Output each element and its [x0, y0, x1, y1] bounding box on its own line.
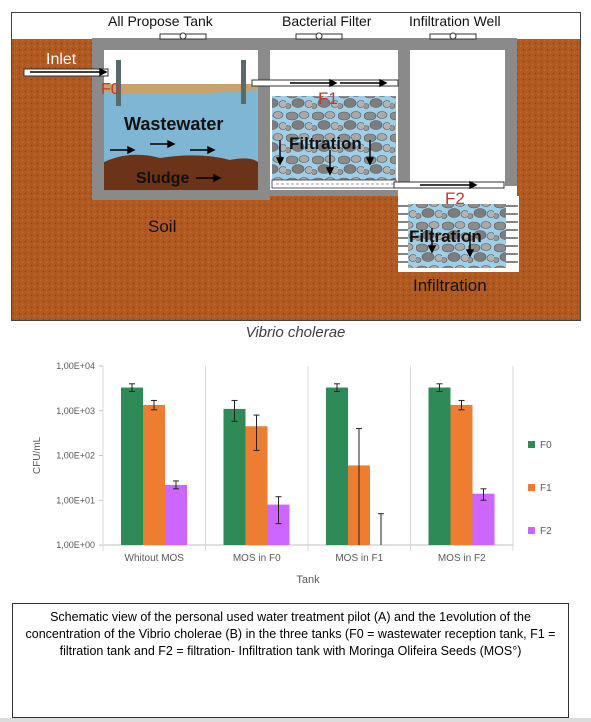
sludge-label: Sludge: [136, 170, 190, 187]
point-f2: F2: [445, 189, 465, 208]
legend-swatch-F1: [528, 484, 535, 491]
filtration-label-1: Filtration: [289, 134, 362, 153]
tank-label-1: All Propose Tank: [108, 13, 213, 29]
infiltration-label: Infiltration: [413, 276, 487, 295]
figure-caption-box: [12, 603, 569, 718]
figure-caption: Schematic view of the personal used water treatment pilot (A) and the 1evolution of the concentration of the Vibrio cholerae (B) in the three tanks (F0 = wastewater reception tank, F1 = filtration tank and F2 = filtration- Infiltration tank with Moringa Olifeira Seeds (MOS°): [25, 610, 556, 658]
wastewater-label: Wastewater: [124, 114, 224, 134]
bar-F2: [473, 494, 495, 545]
vibrio-bar-chart: [0, 343, 591, 593]
point-f1: F1: [318, 89, 338, 108]
bar-F1: [451, 405, 473, 545]
treatment-pilot-schematic: [0, 0, 591, 325]
soil-label: Soil: [148, 217, 177, 236]
bar-F0: [121, 388, 143, 545]
tank-roof: [92, 38, 516, 50]
point-f0: F0: [101, 81, 120, 98]
x-tick-label: Whitout MOS: [124, 553, 184, 564]
tank-label-2: Bacterial Filter: [282, 13, 372, 29]
y-tick-label: 1,00E+02: [56, 450, 95, 461]
chart-title: Vibrio cholerae: [245, 324, 346, 341]
x-axis-title: Tank: [296, 574, 320, 586]
legend-label: F1: [540, 483, 552, 494]
legend-label: F2: [540, 526, 552, 537]
y-tick-label: 1,00E+03: [56, 405, 95, 416]
y-tick-label: 1,00E+01: [56, 495, 95, 506]
bar-F1: [143, 405, 165, 545]
bar-F0: [429, 388, 451, 545]
y-axis-title: CFU/mL: [32, 436, 43, 475]
y-tick-label: 1,00E+00: [56, 540, 95, 550]
x-tick-label: MOS in F1: [335, 553, 384, 564]
bar-F2: [165, 485, 187, 545]
legend-label: F0: [540, 440, 552, 451]
y-tick-label: 1,00E+04: [56, 361, 95, 371]
legend-swatch-F2: [528, 527, 535, 534]
filtration-label-2: Filtration: [409, 227, 482, 246]
x-tick-label: MOS in F2: [437, 553, 486, 564]
bottom-strip: [0, 718, 591, 722]
bar-F0: [326, 388, 348, 545]
inlet-label: Inlet: [46, 51, 77, 68]
x-tick-label: MOS in F0: [232, 553, 281, 564]
tank-label-3: Infiltration Well: [409, 13, 501, 29]
bar-F0: [224, 409, 246, 545]
legend-swatch-F0: [528, 441, 535, 448]
